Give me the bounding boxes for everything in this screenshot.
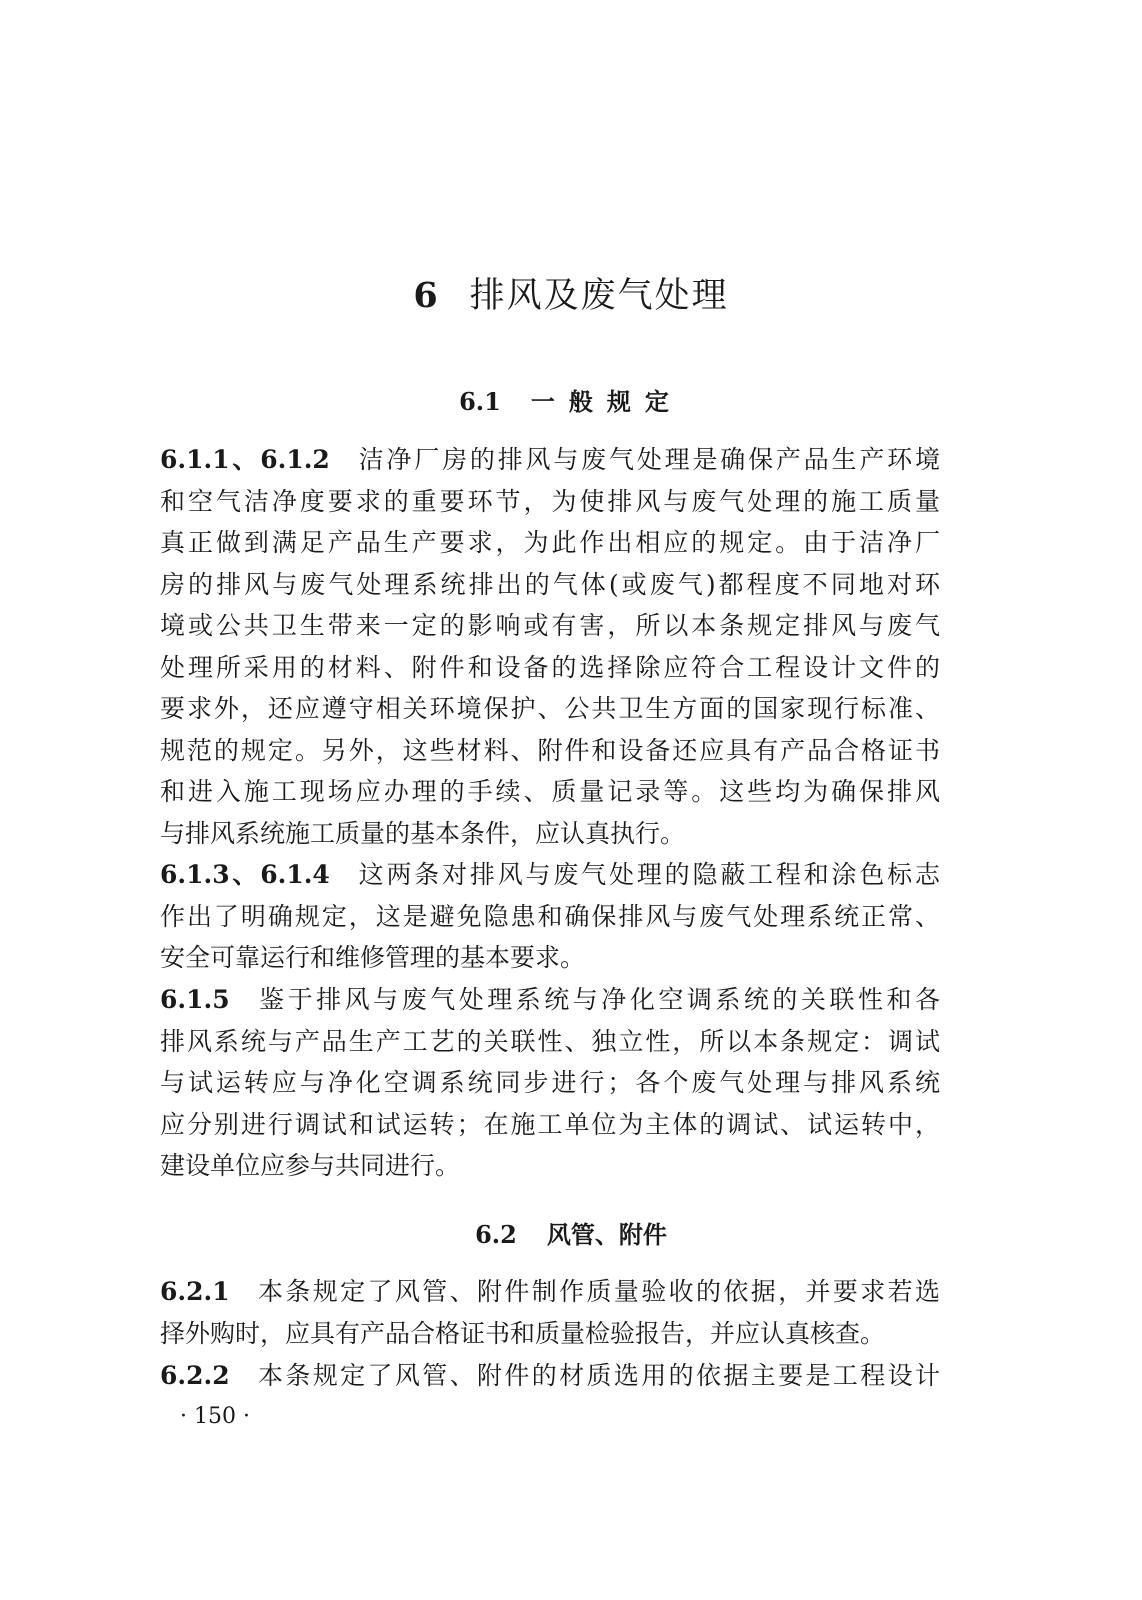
paragraph — [160, 1355, 940, 1397]
text-line — [160, 647, 940, 689]
text-line — [160, 688, 940, 730]
line-text: 与排风系统施工质量的基本条件，应认真执行。 — [160, 818, 686, 848]
paragraph — [160, 854, 940, 979]
line-text: 处理所采用的材料、附件和设备的选择除应符合工程设计文件的 — [160, 652, 940, 682]
line-text: 这两条对排风与废气处理的隐蔽工程和涂色标志 — [355, 860, 940, 889]
clause-number: 6.1.3、6.1.4 — [160, 860, 330, 889]
page-number: · 150 · — [180, 1404, 250, 1429]
paragraph — [160, 439, 940, 854]
text-line — [160, 1355, 940, 1397]
text-line — [160, 522, 940, 564]
line-text: 规范的规定。另外，这些材料、附件和设备还应具有产品合格证书 — [160, 735, 940, 765]
text-line — [160, 564, 940, 606]
line-text: 鉴于排风与废气处理系统与净化空调系统的关联性和各 — [255, 985, 940, 1014]
clause-number: 6.1.1、6.1.2 — [160, 445, 330, 474]
line-text: 择外购时，应具有产品合格证书和质量检验报告，并应认真核查。 — [160, 1318, 886, 1348]
text-line — [160, 896, 940, 938]
text-line — [160, 937, 940, 979]
text-line — [160, 1145, 940, 1187]
text-line — [160, 979, 940, 1021]
line-text: 本条规定了风管、附件制作质量验收的依据，并要求若选 — [255, 1277, 940, 1306]
line-text: 境或公共卫生带来一定的影响或有害，所以本条规定排风与废气 — [160, 611, 940, 640]
paragraph — [160, 979, 940, 1187]
line-text: 洁净厂房的排风与废气处理是确保产品生产环境 — [355, 445, 940, 474]
line-text: 要求外，还应遵守相关环境保护、公共卫生方面的国家现行标准、 — [160, 694, 940, 723]
line-text: 真正做到满足产品生产要求，为此作出相应的规定。由于洁净厂 — [160, 528, 940, 557]
text-line — [160, 481, 940, 523]
section-heading: 6.2 风管、附件 — [475, 1220, 667, 1249]
clause-number: 6.2.1 — [160, 1277, 230, 1306]
text-line — [160, 730, 940, 772]
text-line — [160, 1021, 940, 1063]
line-text: 和空气洁净度要求的重要环节，为使排风与废气处理的施工质量 — [160, 486, 940, 516]
line-text: 作出了明确规定，这是避免隐患和确保排风与废气处理系统正常、 — [160, 901, 940, 931]
text-line — [160, 854, 940, 896]
line-text: 建设单位应参与共同进行。 — [160, 1151, 461, 1180]
line-text: 应分别进行调试和试运转；在施工单位为主体的调试、试运转中， — [160, 1109, 940, 1139]
chapter-title: 6 排风及废气处理 — [413, 275, 729, 316]
line-text: 与试运转应与净化空调系统同步进行；各个废气处理与排风系统 — [160, 1068, 940, 1097]
text-line — [160, 813, 940, 855]
text-line — [160, 439, 940, 481]
line-text: 和进入施工现场应办理的手续、质量记录等。这些均为确保排风 — [160, 777, 940, 806]
line-text: 房的排风与废气处理系统排出的气体(或废气)都程度不同地对环 — [160, 569, 940, 599]
text-line — [160, 1313, 940, 1355]
line-text: 安全可靠运行和维修管理的基本要求。 — [160, 943, 586, 972]
text-line — [160, 1271, 940, 1313]
clause-number: 6.2.2 — [160, 1361, 230, 1390]
text-line — [160, 1104, 940, 1146]
text-line — [160, 1062, 940, 1104]
paragraph — [160, 1271, 940, 1354]
text-line — [160, 771, 940, 813]
section-heading: 6.1 一般规定 — [459, 387, 683, 416]
line-text: 排风系统与产品生产工艺的关联性、独立性，所以本条规定：调试 — [160, 1026, 940, 1056]
line-text: 本条规定了风管、附件的材质选用的依据主要是工程设计 — [255, 1361, 940, 1390]
text-line — [160, 605, 940, 647]
clause-number: 6.1.5 — [160, 985, 230, 1014]
